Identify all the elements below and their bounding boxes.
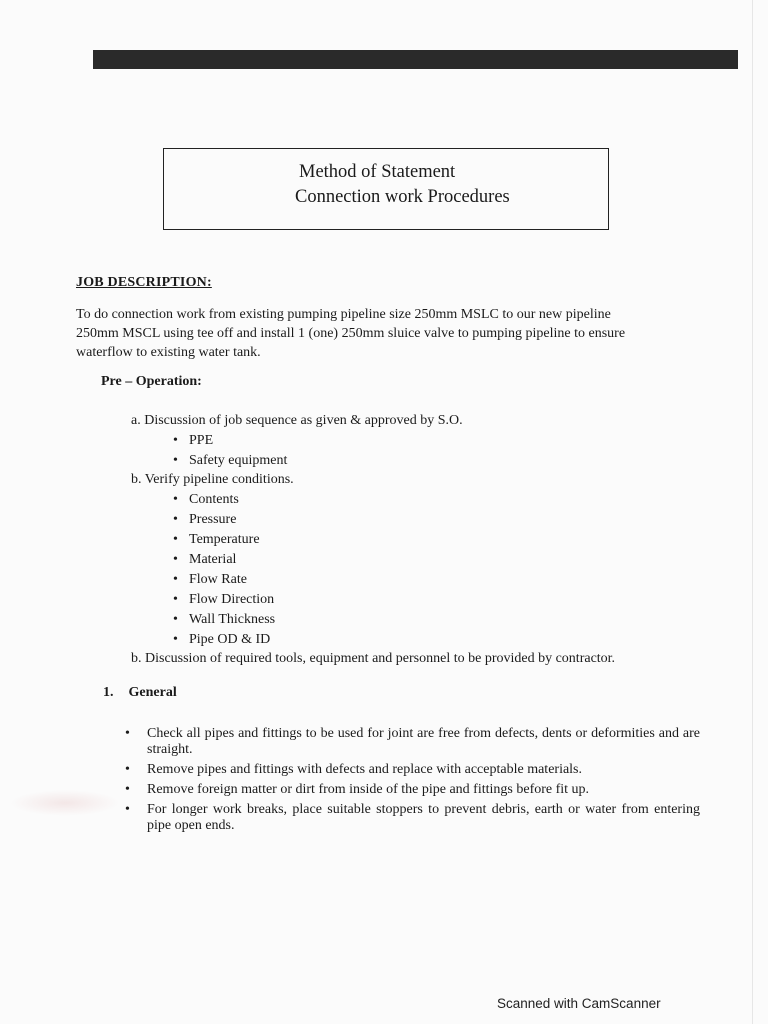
list-item: • Flow Direction xyxy=(173,590,275,610)
document-title: Method of Statement xyxy=(299,162,456,182)
general-heading xyxy=(103,685,177,701)
list-item: • Temperature xyxy=(173,530,275,550)
list-item: • Pipe OD & ID xyxy=(173,630,275,650)
list-item: • Pressure xyxy=(173,510,275,530)
list-item: • Remove foreign matter or dirt from inside of the pipe and fittings before fit up. xyxy=(125,782,700,798)
job-description-line: 250mm MSCL using tee off and install 1 (one) 250mm sluice valve to pumping pipeline to ensure xyxy=(76,326,626,341)
pre-operation-step-b2: b. Discussion of required tools, equipment and personnel to be provided by contractor. xyxy=(131,651,616,666)
step-a-list xyxy=(173,431,287,471)
section-number: 1. xyxy=(103,685,114,700)
list-item: • Contents xyxy=(173,490,275,510)
list-item: • Safety equipment xyxy=(173,451,287,471)
list-item: • Material xyxy=(173,550,275,570)
job-description-heading: JOB DESCRIPTION: xyxy=(76,275,212,290)
general-list xyxy=(125,726,700,838)
pre-operation-step-a: a. Discussion of job sequence as given & approved by S.O. xyxy=(131,413,463,428)
header-bar xyxy=(93,50,738,69)
job-description-line: waterflow to existing water tank. xyxy=(76,345,261,360)
scan-page-edge xyxy=(752,0,753,1024)
list-item: • PPE xyxy=(173,431,287,451)
list-item: • Check all pipes and fittings to be used for joint are free from defects, dents or deformities and are straight. xyxy=(125,726,700,758)
section-title: General xyxy=(128,685,177,700)
pre-operation-heading: Pre – Operation: xyxy=(101,374,202,389)
job-description-text xyxy=(76,305,686,362)
list-item: • Flow Rate xyxy=(173,570,275,590)
scan-smudge xyxy=(10,790,120,816)
pre-operation-step-b: b. Verify pipeline conditions. xyxy=(131,472,294,487)
title-box xyxy=(163,148,609,230)
document-subtitle: Connection work Procedures xyxy=(295,187,510,207)
list-item: • Remove pipes and fittings with defects and replace with acceptable materials. xyxy=(125,762,700,778)
list-item: • For longer work breaks, place suitable stoppers to prevent debris, earth or water from entering pipe open ends. xyxy=(125,802,700,834)
step-b-list xyxy=(173,490,275,650)
scanner-watermark: Scanned with CamScanner xyxy=(497,996,661,1011)
list-item: • Wall Thickness xyxy=(173,610,275,630)
job-description-line: To do connection work from existing pumping pipeline size 250mm MSLC to our new pipeline xyxy=(76,307,611,322)
